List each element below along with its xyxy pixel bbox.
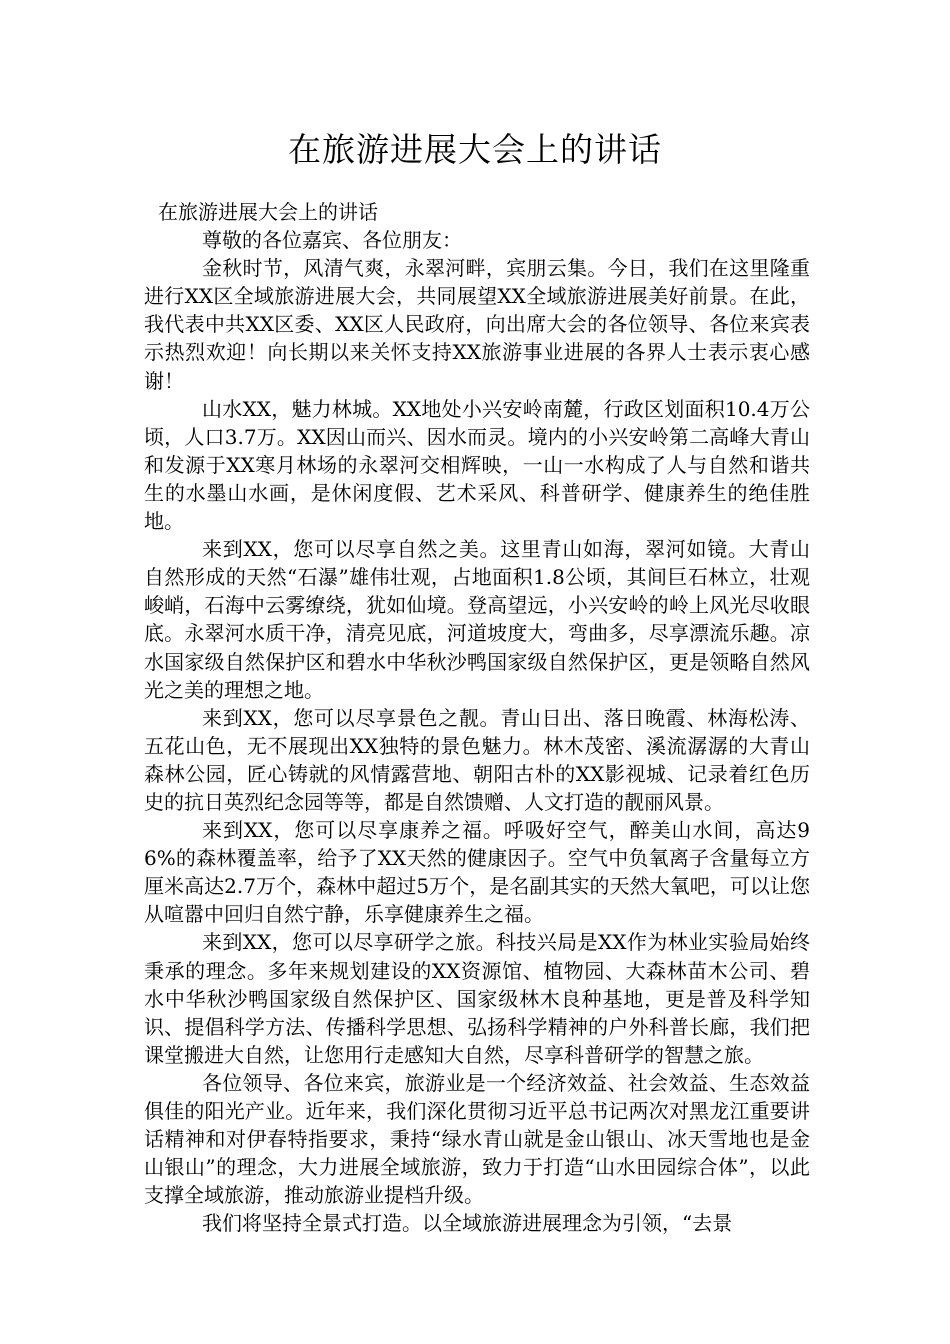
- paragraph-salutation: 尊敬的各位嘉宾、各位朋友：: [202, 228, 462, 253]
- paragraph: 来到XX，您可以尽享研学之旅。科技兴局是XX作为林业实验局始终秉承的理念。多年来规划建设的XX资源馆、植物园、大森林苗木公司、碧水中华秋沙鸭国家级自然保护区、国家级林木良种基地，更是普及科学知识、提倡科学方法、传播科学思想、弘扬科学精神的户外科普长廊，我们把课堂搬进大自然，让您用行走感知大自然，尽享科普研学的智慧之旅。: [144, 930, 810, 1067]
- document-body: [144, 198, 810, 1237]
- paragraph: 各位领导、各位来宾，旅游业是一个经济效益、社会效益、生态效益俱佳的阳光产业。近年来，我们深化贯彻习近平总书记两次对黑龙江重要讲话精神和对伊春特指要求，秉持“绿水青山就是金山银山、冰天雪地也是金山银山”的理念，大力进展全域旅游，致力于打造“山水田园综合体”，以此支撑全域旅游，推动旅游业提档升级。: [144, 1070, 810, 1208]
- paragraph: 我们将坚持全景式打造。以全域旅游进展理念为引领，“去景: [202, 1211, 733, 1236]
- paragraph: 山水XX，魅力林城。XX地处小兴安岭南麓，行政区划面积10.4万公顷，人口3.7万。XX因山而兴、因水而灵。境内的小兴安岭第二高峰大青山和发源于XX寒月林场的永翠河交相辉映，一山一水构成了人与自然和谐共生的水墨山水画，是休闲度假、艺术采风、科普研学、健康养生的绝佳胜地。: [144, 396, 810, 534]
- document-subtitle: 在旅游进展大会上的讲话: [158, 200, 378, 224]
- paragraph: 来到XX，您可以尽享景色之靓。青山日出、落日晚霞、林海松涛、五花山色，无不展现出XX独特的景色魅力。林木茂密、溪流潺潺的大青山森林公园，匠心铸就的风情露营地、朝阳古朴的XX影视城、记录着红色历史的抗日英烈纪念园等等，都是自然馈赠、人文打造的靓丽风景。: [144, 705, 810, 814]
- document-title: 在旅游进展大会上的讲话: [288, 130, 662, 169]
- paragraph: 来到XX，您可以尽享康养之福。呼吸好空气，醉美山水间，高达96%的森林覆盖率，给予了XX天然的健康因子。空气中负氧离子含量每立方厘米高达2.7万个，森林中超过5万个，是名副其实的天然大氧吧，可以让您从喧嚣中回归自然宁静，乐享健康养生之福。: [144, 818, 810, 927]
- paragraph: 来到XX，您可以尽享自然之美。这里青山如海，翠河如镜。大青山自然形成的天然“石瀑”雄伟壮观，占地面积1.8公顷，其间巨石林立，壮观峻峭，石海中云雾缭绕，犹如仙境。登高望远，小兴安岭的岭上风光尽收眼底。永翠河水质干净，清亮见底，河道坡度大，弯曲多，尽享漂流乐趣。凉水国家级自然保护区和碧水中华秋沙鸭国家级自然保护区，更是领略自然风光之美的理想之地。: [144, 537, 810, 702]
- paragraph: 金秋时节，风清气爽，永翠河畔，宾朋云集。今日，我们在这里隆重进行XX区全域旅游进展大会，共同展望XX全域旅游进展美好前景。在此，我代表中共XX区委、XX区人民政府，向出席大会的各位领导、各位来宾表示热烈欢迎！向长期以来关怀支持XX旅游事业进展的各界人士表示衷心感谢！: [144, 256, 810, 393]
